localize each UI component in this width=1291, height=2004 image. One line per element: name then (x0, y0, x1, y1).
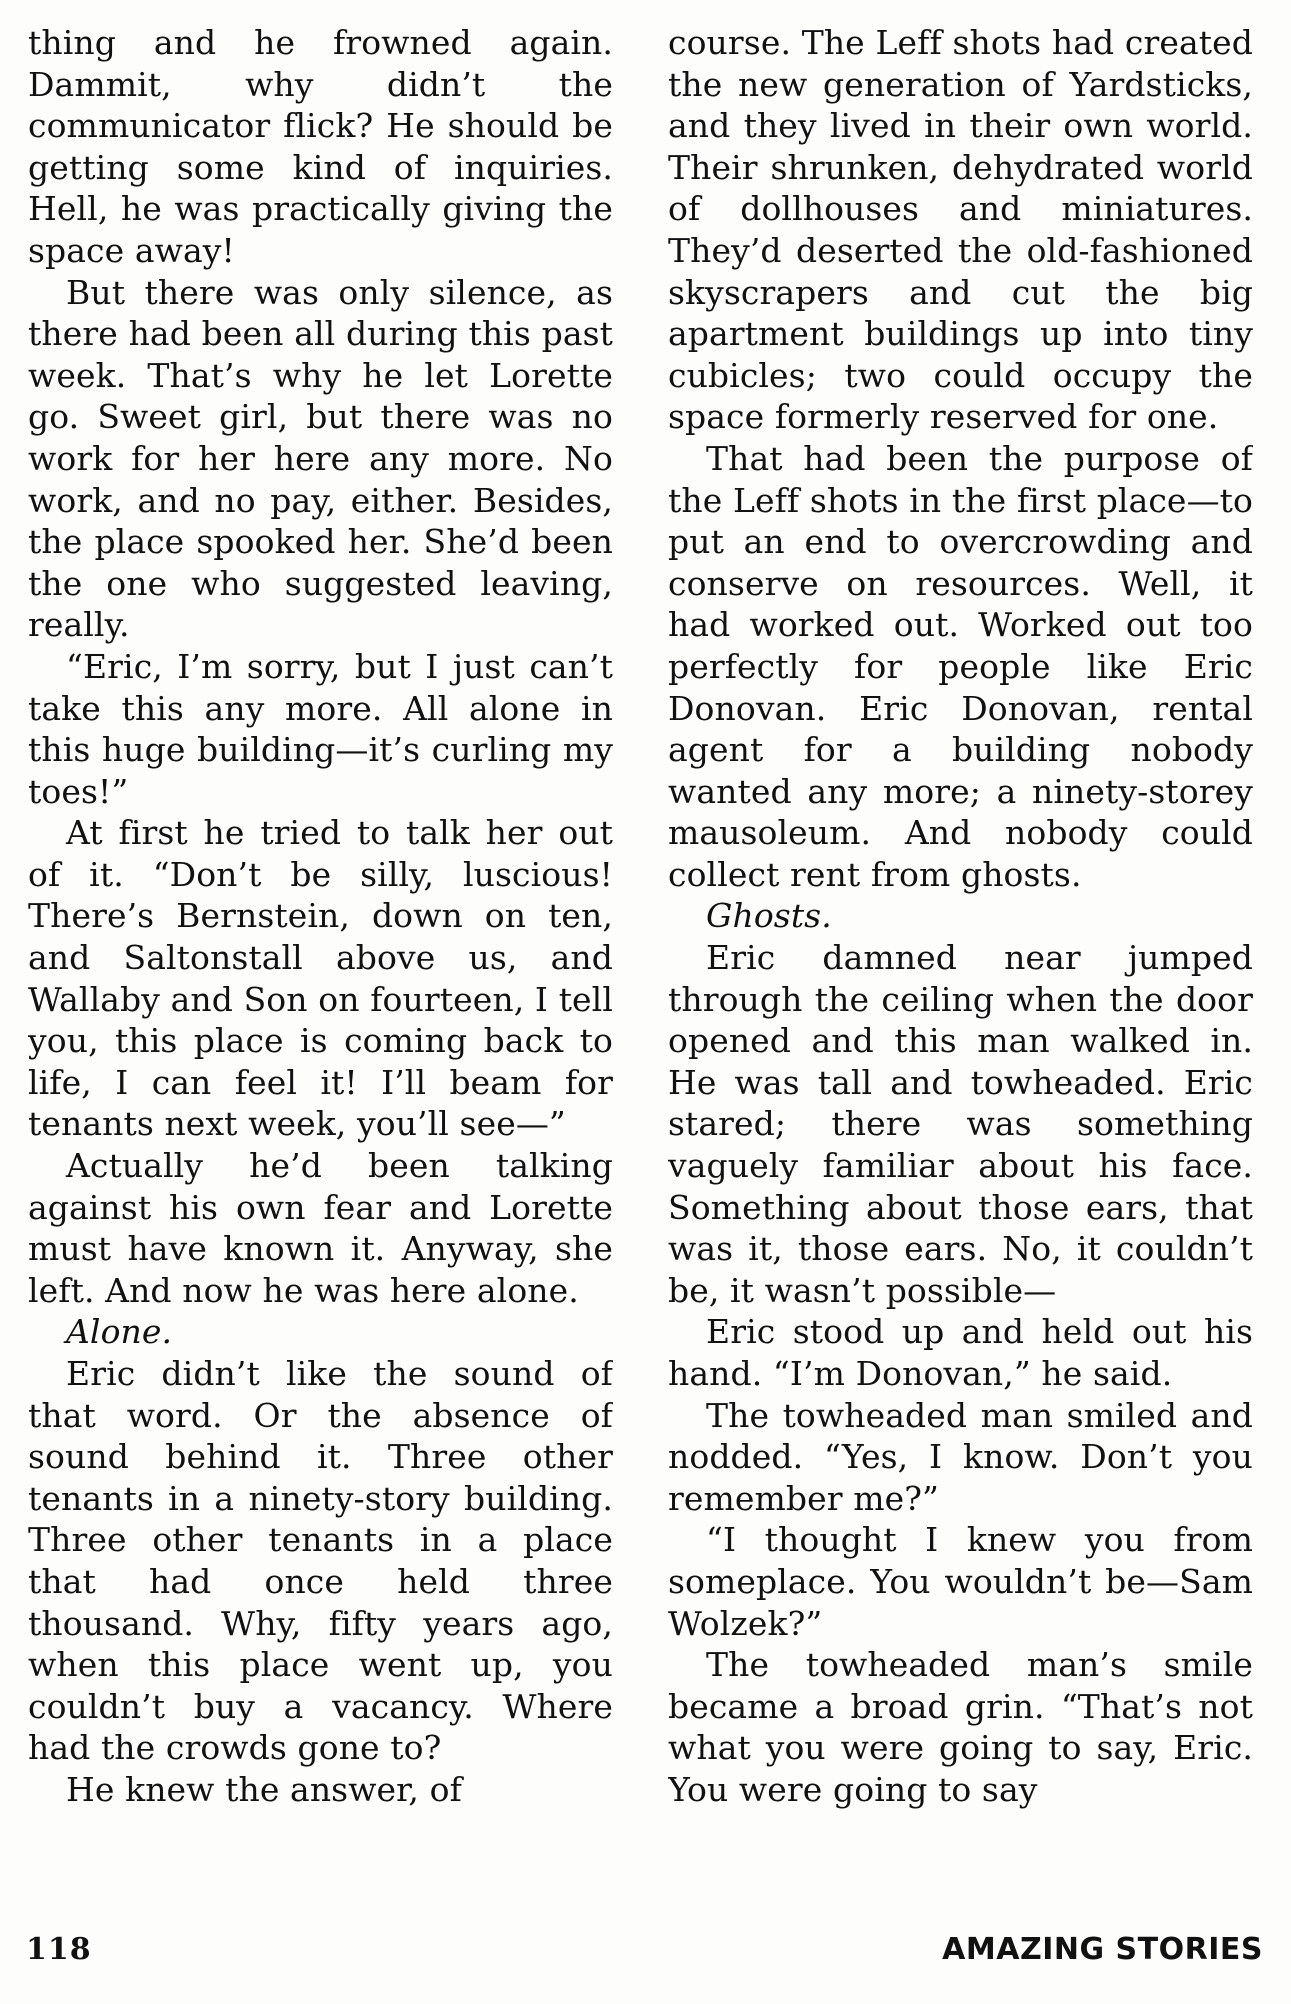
magazine-title: AMAZING STORIES (942, 1932, 1263, 1967)
paragraph: That had been the purpose of the Leff shots in the first place—to put an end to overcrowding and conserve on resources. Well, it had worked out. Worked out too perfectly for people like Eric Donovan. Eric Donovan, rental agent for a building nobody wanted any more; a ninety-storey mausoleum. And nobody could collect rent from ghosts. (668, 438, 1253, 894)
paragraph: Eric damned near jumped through the ceiling when the door opened and this man walked in. He was tall and towheaded. Eric stared; there was something vaguely familiar about his face. Something about those ears, that was it, those ears. No, it couldn’t be, it wasn’t possible— (668, 938, 1253, 1310)
paragraph: thing and he frowned again. Dammit, why didn’t the communicator flick? He should be getting some kind of inquiries. Hell, he was practically giving the space away! (28, 23, 613, 270)
italic-paragraph: Alone. (66, 1312, 173, 1352)
paragraph: Eric didn’t like the sound of that word. Or the absence of sound behind it. Three other tenants in a ninety-story building. Three other tenants in a place that had once held three thousand. Why, fifty years ago, when this place went up, you couldn’t buy a vacancy. Where had the crowds gone to? (28, 1354, 613, 1768)
paragraph: “Eric, I’m sorry, but I just can’t take this any more. All alone in this huge building—it’s curling my toes!” (28, 646, 613, 811)
paragraph: The towheaded man’s smile became a broad grin. “That’s not what you were going to say, Eric. You were going to say (668, 1645, 1253, 1809)
paragraph: Eric stood up and held out his hand. “I’m Donovan,” he said. (668, 1312, 1253, 1393)
paragraph: Actually he’d been talking against his own fear and Lorette must have known it. Anyway, she left. And now he was here alone. (28, 1146, 613, 1310)
paragraph: The towheaded man smiled and nodded. “Yes, I know. Don’t you remember me?” (668, 1395, 1253, 1518)
paragraph: course. The Leff shots had created the new generation of Yardsticks, and they lived in their own world. Their shrunken, dehydrated world of dollhouses and miniatures. They’d deserted the old-fashioned skyscrapers and cut the big apartment buildings up into tiny cubicles; two could occupy the space formerly reserved for one. (668, 23, 1253, 437)
italic-paragraph: Ghosts. (706, 896, 832, 936)
right-text-column (668, 22, 1253, 1892)
paragraph: He knew the answer, of (66, 1769, 462, 1809)
paragraph: At first he tried to talk her out of it. “Don’t be silly, luscious! There’s Bernstein, down on ten, and Saltonstall above us, and Wallaby and Son on fourteen, I tell you, this place is coming back to life, I can feel it! I’ll beam for tenants next week, you’ll see—” (28, 813, 613, 1144)
paragraph: But there was only silence, as there had been all during this past week. That’s why he let Lorette go. Sweet girl, but there was no work for her here any more. No work, and no pay, either. Besides, the place spooked her. She’d been the one who suggested leaving, really. (28, 272, 613, 645)
paragraph: “I thought I knew you from someplace. You wouldn’t be—Sam Wolzek?” (668, 1520, 1253, 1643)
left-text-column (28, 22, 613, 1892)
page-number: 118 (26, 1932, 92, 1967)
